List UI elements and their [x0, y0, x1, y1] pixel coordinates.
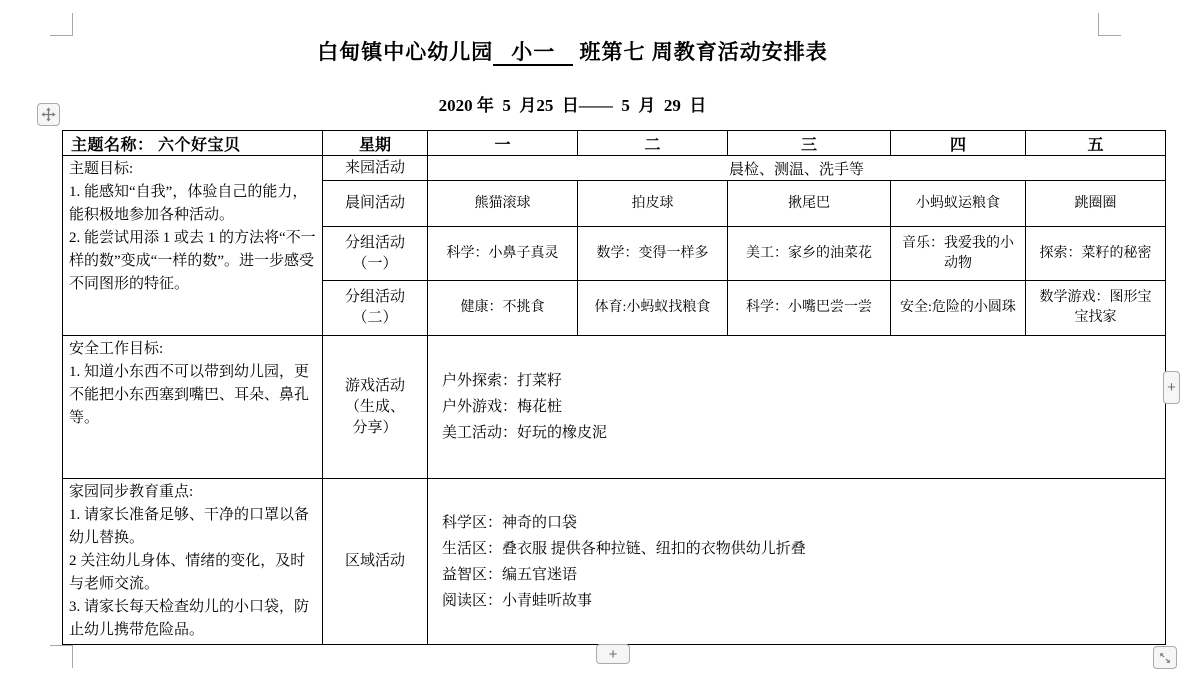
- row-label-line: （生成、: [344, 398, 405, 415]
- row-label-area[interactable]: 区域活动: [323, 479, 428, 645]
- row-label-line: （一）: [352, 255, 398, 272]
- area-activity-line: 阅读区：小青蛙听故事: [442, 592, 593, 609]
- row-label-morning[interactable]: 晨间活动: [323, 181, 428, 227]
- move-icon: [41, 107, 56, 122]
- row-label-group2[interactable]: [323, 281, 428, 336]
- margin-mark-top-left: [50, 13, 73, 36]
- activity-cell[interactable]: 科学：小鼻子真灵: [428, 227, 578, 281]
- day-header-fri[interactable]: 五: [1026, 131, 1166, 156]
- row-label-line: 分组活动: [344, 234, 405, 251]
- title-suffix: 班第七 周教育活动安排表: [573, 40, 828, 64]
- activity-cell[interactable]: 体育:小蚂蚁找粮食: [578, 281, 728, 336]
- activity-cell[interactable]: 熊猫滚球: [428, 181, 578, 227]
- home-education-item: 1. 请家长准备足够、干净的口罩以备幼儿替换。: [69, 507, 310, 546]
- day-header-thu[interactable]: 四: [891, 131, 1026, 156]
- theme-goal-item: 1. 能感知“自我”，体验自己的能力，能积极地参加各种活动。: [69, 184, 308, 223]
- activity-cell[interactable]: 拍皮球: [578, 181, 728, 227]
- class-name-underlined: 小一: [493, 40, 573, 66]
- table-move-handle[interactable]: [37, 103, 60, 126]
- game-activity-line: 美工活动：好玩的橡皮泥: [442, 425, 608, 441]
- activity-cell[interactable]: 音乐：我爱我的小动物: [891, 227, 1026, 281]
- day-header-wed[interactable]: 三: [728, 131, 891, 156]
- activity-cell[interactable]: 安全:危险的小圆珠: [891, 281, 1026, 336]
- activity-cell[interactable]: 小蚂蚁运粮食: [891, 181, 1026, 227]
- activity-cell[interactable]: 数学游戏：图形宝宝找家: [1026, 281, 1166, 336]
- activity-cell[interactable]: 揪尾巴: [728, 181, 891, 227]
- margin-mark-bottom-left: [50, 645, 73, 668]
- theme-goals-heading: 主题目标:: [69, 161, 134, 177]
- safety-goal-item: 1. 知道小东西不可以带到幼儿园，更不能把小东西塞到嘴巴、耳朵、鼻孔等。: [69, 364, 310, 426]
- game-activity-cell[interactable]: [428, 336, 1166, 479]
- safety-goals-cell[interactable]: [63, 336, 323, 479]
- day-header-tue[interactable]: 二: [578, 131, 728, 156]
- area-activity-line: 科学区：神奇的口袋: [442, 514, 578, 531]
- area-activity-line: 益智区：编五官迷语: [442, 566, 578, 583]
- home-education-heading: 家园同步教育重点:: [69, 484, 194, 500]
- day-header-mon[interactable]: 一: [428, 131, 578, 156]
- schedule-table: [62, 130, 1166, 645]
- game-activity-line: 户外游戏：梅花桩: [442, 399, 563, 415]
- activity-cell[interactable]: 数学：变得一样多: [578, 227, 728, 281]
- activity-cell[interactable]: 探索：菜籽的秘密: [1026, 227, 1166, 281]
- activity-cell[interactable]: 健康：不挑食: [428, 281, 578, 336]
- area-activity-cell[interactable]: [428, 479, 1166, 645]
- insert-column-button[interactable]: [1163, 371, 1180, 404]
- margin-mark-top-right: [1098, 13, 1121, 36]
- date-range: 2020 年 5 月25 日—— 5 月 29 日: [438, 96, 707, 115]
- game-activity-line: 户外探索：打菜籽: [442, 373, 563, 389]
- row-label-line: 游戏活动: [344, 377, 405, 394]
- home-education-item: 3. 请家长每天检查幼儿的小口袋，防止幼儿携带危险品。: [69, 599, 310, 638]
- row-label-arrival[interactable]: 来园活动: [323, 156, 428, 181]
- table-resize-handle[interactable]: [1153, 646, 1177, 669]
- home-education-cell[interactable]: [63, 479, 323, 645]
- plus-icon: +: [608, 645, 618, 663]
- plus-icon: +: [1167, 379, 1176, 396]
- row-label-line: 分组活动: [344, 289, 405, 305]
- row-label-line: 分享）: [352, 419, 398, 436]
- theme-name-header[interactable]: 主题名称： 六个好宝贝: [63, 131, 323, 156]
- home-education-item: 2 关注幼儿身体、情绪的变化，及时与老师交流。: [69, 553, 306, 592]
- row-label-game[interactable]: [323, 336, 428, 479]
- activity-cell[interactable]: 科学：小嘴巴尝一尝: [728, 281, 891, 336]
- area-activity-line: 生活区：叠衣服 提供各种拉链、纽扣的衣物供幼儿折叠: [442, 540, 806, 557]
- row-label-group1[interactable]: [323, 227, 428, 281]
- title-prefix: 白甸镇中心幼儿园: [317, 40, 494, 64]
- insert-row-button[interactable]: [596, 644, 630, 664]
- safety-goals-heading: 安全工作目标:: [69, 341, 164, 357]
- activity-cell[interactable]: 跳圈圈: [1026, 181, 1166, 227]
- activity-cell[interactable]: 美工：家乡的油菜花: [728, 227, 891, 281]
- arrival-activity-cell[interactable]: 晨检、测温、洗手等: [428, 156, 1166, 181]
- resize-icon: [1158, 651, 1172, 665]
- theme-goal-item: 2. 能尝试用添 1 或去 1 的方法将“不一样的数”变成“一样的数”。进一步感受不同图形的特征。: [69, 230, 316, 292]
- theme-goals-cell[interactable]: [63, 156, 323, 336]
- week-header[interactable]: 星期: [323, 131, 428, 156]
- row-label-line: （二）: [352, 310, 398, 326]
- page-title: [0, 36, 1145, 66]
